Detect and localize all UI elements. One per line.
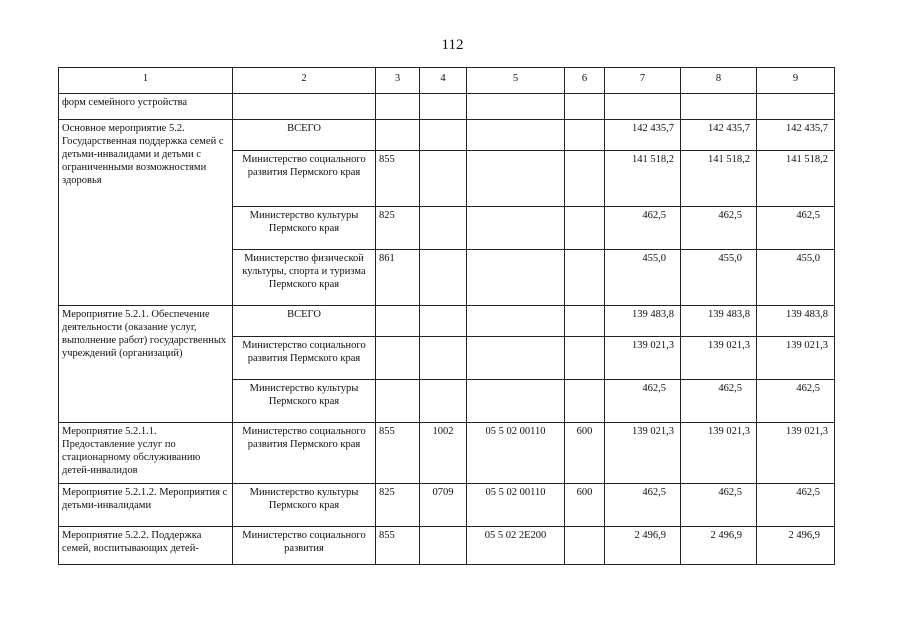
column-header: 1 [59,68,233,94]
amount-col7: 141 518,2 [605,151,681,207]
code-target [467,337,565,380]
executor: Министерство социального развития Пермского края [233,151,376,207]
amount-col7: 462,5 [605,380,681,423]
amount-col9: 462,5 [757,207,835,250]
amount-col8: 2 496,9 [681,527,757,565]
executor: ВСЕГО [233,306,376,337]
code-target: 05 5 02 00110 [467,484,565,527]
code-target [467,94,565,120]
amount-col9: 141 518,2 [757,151,835,207]
column-header: 7 [605,68,681,94]
amount-col9: 455,0 [757,250,835,306]
executor: Министерство культуры Пермского края [233,380,376,423]
table-row [59,527,835,565]
amount-col9: 462,5 [757,380,835,423]
activity-name: Мероприятие 5.2.2. Поддержка семей, воспитывающих детей- [59,527,233,565]
code-section [420,306,467,337]
amount-col8: 141 518,2 [681,151,757,207]
code-grbs: 861 [376,250,420,306]
activity-name: Основное мероприятие 5.2. Государственная поддержка семей с детьми-инвалидами и детьми с ограниченными возможностями здоровья [59,120,233,306]
amount-col7: 462,5 [605,207,681,250]
amount-col8: 462,5 [681,380,757,423]
table-row [59,120,835,151]
code-target [467,151,565,207]
code-grbs: 855 [376,527,420,565]
column-header: 6 [565,68,605,94]
code-target [467,120,565,151]
code-expense-type [565,120,605,151]
amount-col9: 139 483,8 [757,306,835,337]
code-section [420,207,467,250]
amount-col7: 462,5 [605,484,681,527]
code-grbs [376,94,420,120]
code-expense-type [565,527,605,565]
code-grbs [376,337,420,380]
table-row [59,306,835,337]
column-header: 9 [757,68,835,94]
code-target [467,306,565,337]
code-section [420,151,467,207]
column-header: 4 [420,68,467,94]
column-header: 5 [467,68,565,94]
amount-col8: 139 021,3 [681,337,757,380]
code-expense-type [565,337,605,380]
table-header-row [59,68,835,94]
code-target [467,207,565,250]
amount-col9: 142 435,7 [757,120,835,151]
executor: Министерство социального развития Пермского края [233,337,376,380]
amount-col8: 142 435,7 [681,120,757,151]
page-number: 112 [441,37,464,53]
code-section [420,120,467,151]
code-section [420,527,467,565]
column-header: 3 [376,68,420,94]
amount-col9: 139 021,3 [757,423,835,484]
code-section: 1002 [420,423,467,484]
executor: Министерство социального развития [233,527,376,565]
code-section [420,337,467,380]
amount-col7: 139 021,3 [605,337,681,380]
amount-col9 [757,94,835,120]
code-grbs: 855 [376,423,420,484]
executor: Министерство физической культуры, спорта и туризма Пермского края [233,250,376,306]
column-header: 8 [681,68,757,94]
amount-col7: 139 483,8 [605,306,681,337]
code-expense-type: 600 [565,484,605,527]
executor: ВСЕГО [233,120,376,151]
code-expense-type [565,151,605,207]
code-expense-type [565,207,605,250]
code-target [467,380,565,423]
code-grbs: 825 [376,207,420,250]
code-section [420,250,467,306]
amount-col8: 139 483,8 [681,306,757,337]
amount-col8 [681,94,757,120]
amount-col8: 455,0 [681,250,757,306]
activity-name: форм семейного устройства [59,94,233,120]
activity-name: Мероприятие 5.2.1.2. Мероприятия с детьми-инвалидами [59,484,233,527]
code-grbs: 825 [376,484,420,527]
code-expense-type [565,250,605,306]
code-expense-type: 600 [565,423,605,484]
code-section [420,94,467,120]
table-row [59,94,835,120]
table-row [59,484,835,527]
amount-col8: 462,5 [681,207,757,250]
amount-col8: 462,5 [681,484,757,527]
amount-col9: 139 021,3 [757,337,835,380]
executor [233,94,376,120]
amount-col7 [605,94,681,120]
amount-col7: 142 435,7 [605,120,681,151]
column-header: 2 [233,68,376,94]
code-grbs [376,120,420,151]
code-section [420,380,467,423]
code-target: 05 5 02 2Е200 [467,527,565,565]
executor: Министерство социального развития Пермского края [233,423,376,484]
executor: Министерство культуры Пермского края [233,484,376,527]
code-grbs [376,306,420,337]
budget-table [58,67,835,565]
amount-col7: 455,0 [605,250,681,306]
executor: Министерство культуры Пермского края [233,207,376,250]
code-expense-type [565,306,605,337]
activity-name: Мероприятие 5.2.1. Обеспечение деятельности (оказание услуг, выполнение работ) государственных учреждений (организаций) [59,306,233,423]
code-target [467,250,565,306]
amount-col7: 139 021,3 [605,423,681,484]
code-target: 05 5 02 00110 [467,423,565,484]
code-grbs [376,380,420,423]
amount-col9: 462,5 [757,484,835,527]
amount-col8: 139 021,3 [681,423,757,484]
amount-col7: 2 496,9 [605,527,681,565]
amount-col9: 2 496,9 [757,527,835,565]
code-expense-type [565,94,605,120]
code-section: 0709 [420,484,467,527]
activity-name: Мероприятие 5.2.1.1. Предоставление услуг по стационарному обслуживанию детей-инвалидов [59,423,233,484]
table-row [59,423,835,484]
code-grbs: 855 [376,151,420,207]
code-expense-type [565,380,605,423]
